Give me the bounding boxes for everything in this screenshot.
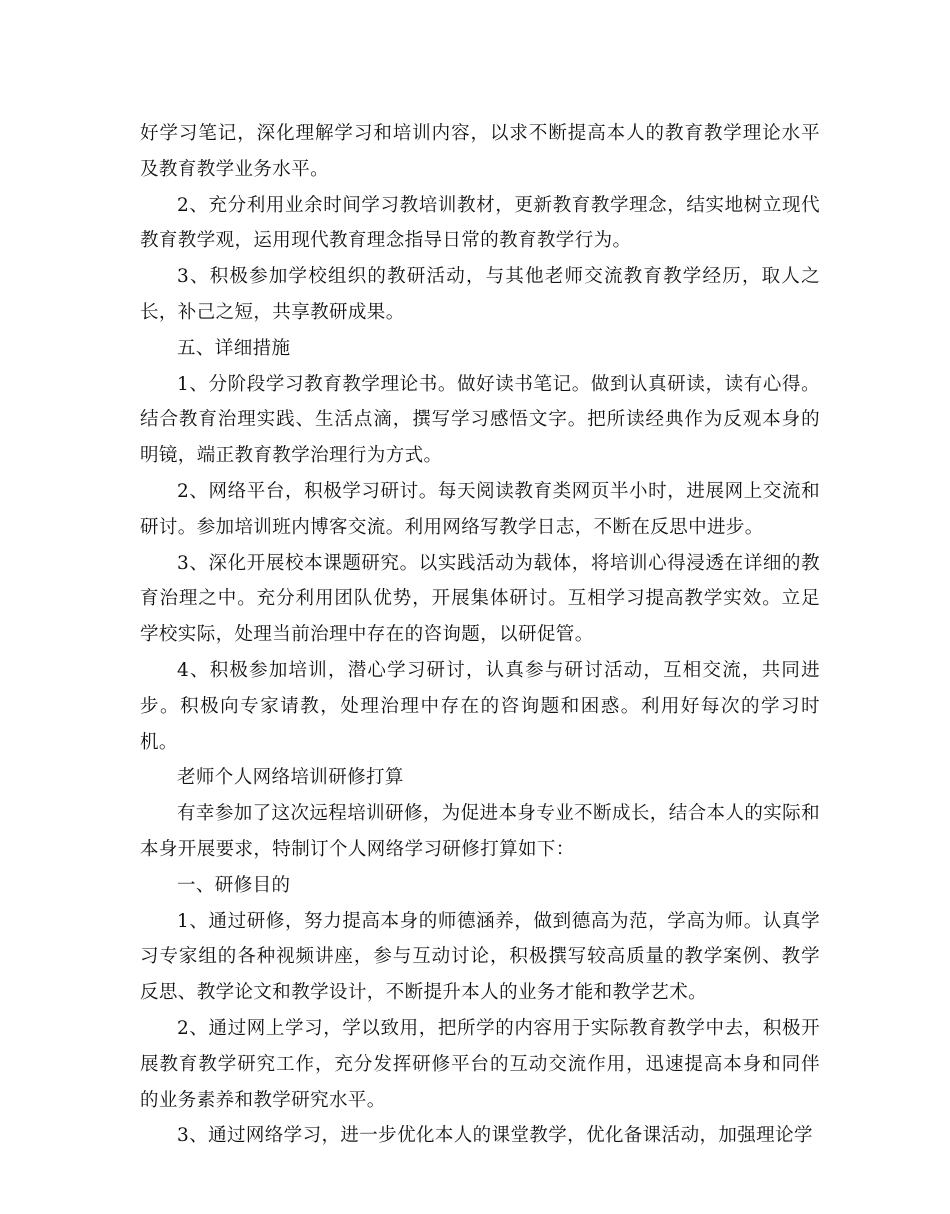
- paragraph-measure-4: 4、积极参加培训，潜心学习研讨，认真参与研讨活动，互相交流，共同进步。积极向专家请教，处理治理中存在的咨询题和困惑。利用好每次的学习时机。: [140, 659, 820, 753]
- section-heading-measures: 五、详细措施: [177, 337, 291, 359]
- paragraph-teaching-research: 3、积极参加学校组织的教研活动，与其他老师交流教育教学经历，取人之长，补己之短，共享教研成果。: [140, 266, 820, 323]
- paragraph-spare-time-study: 2、充分利用业余时间学习教培训教材，更新教育教学理念，结实地树立现代教育教学观，运用现代教育理念指导日常的教育教学行为。: [140, 194, 820, 252]
- paragraph-measure-3: 3、深化开展校本课题研究。以实践活动为载体，将培训心得浸透在详细的教育治理之中。充分利用团队优势，开展集体研讨。互相学习提高教学实效。立足学校实际，处理当前治理中存在的咨询题，以研促管。: [140, 552, 820, 646]
- paragraph-goal-1: 1、通过研修，努力提高本身的师德涵养，做到德高为范，学高为师。认真学习专家组的各种视频讲座，参与互动讨论，积极撰写较高质量的教学案例、教学反思、教学论文和教学设计，不断提升本人的业务才能和教学艺术。: [140, 910, 820, 1004]
- paragraph-measure-1: 1、分阶段学习教育教学理论书。做好读书笔记。做到认真研读，读有心得。结合教育治理实践、生活点滴，撰写学习感悟文字。把所读经典作为反观本身的明镜，端正教育教学治理行为方式。: [140, 373, 820, 467]
- paragraph-plan-intro: 有幸参加了这次远程培训研修，为促进本身专业不断成长，结合本人的实际和本身开展要求，特制订个人网络学习研修打算如下：: [140, 803, 820, 860]
- section-heading-goals: 一、研修目的: [177, 874, 291, 896]
- paragraph-goal-2: 2、通过网上学习，学以致用，把所学的内容用于实际教育教学中去，积极开展教育教学研究工作，充分发挥研修平台的互动交流作用，迅速提高本身和同伴的业务素养和教学研究水平。: [140, 1017, 820, 1111]
- paragraph-measure-2: 2、网络平台，积极学习研讨。每天阅读教育类网页半小时，进展网上交流和研讨。参加培训班内博客交流。利用网络写教学日志，不断在反思中进步。: [140, 480, 820, 538]
- paragraph-study-notes: 好学习笔记，深化理解学习和培训内容，以求不断提高本人的教育教学理论水平及教育教学业务水平。: [140, 123, 820, 180]
- section-heading-plan-title: 老师个人网络培训研修打算: [177, 767, 404, 789]
- document-body: [140, 116, 820, 1154]
- paragraph-goal-3: 3、通过网络学习，进一步优化本人的课堂教学，优化备课活动，加强理论学: [177, 1125, 813, 1147]
